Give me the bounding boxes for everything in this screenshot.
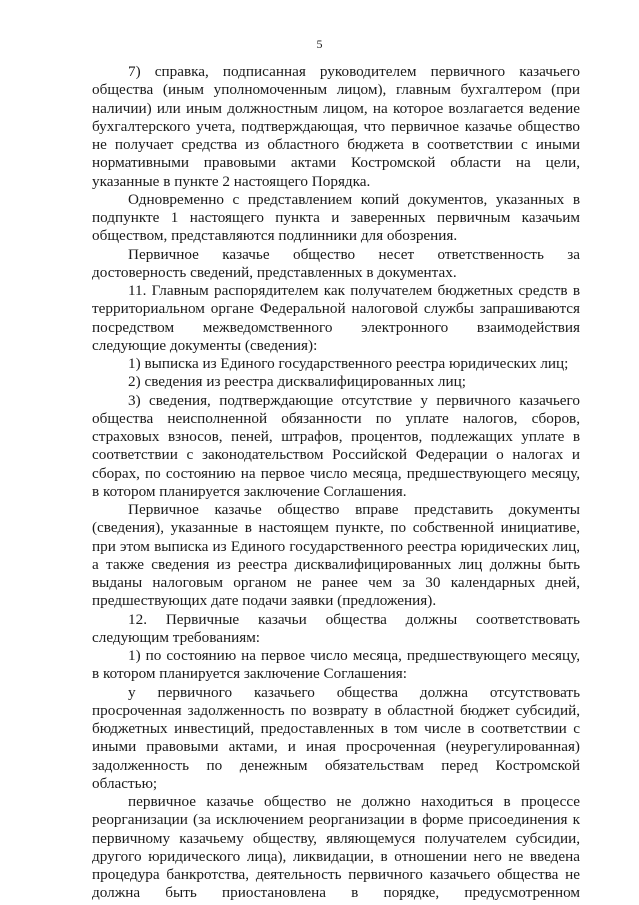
paragraph-responsibility: Первичное казачье общество несет ответственность за достоверность сведений, представленных в документах. <box>92 245 580 281</box>
paragraph-clause-11-item-2: 2) сведения из реестра дисквалифицированных лиц; <box>128 373 466 391</box>
paragraph-originals-presentation: Одновременно с представлением копий документов, указанных в подпункте 1 настоящего пункта и заверенных первичным казачьим обществом, представляются подлинники для обозрения. <box>92 190 580 245</box>
paragraph-clause-12-item-1: 1) по состоянию на первое число месяца, предшествующего месяцу, в котором планируется заключение Соглашения: <box>92 647 580 683</box>
document-body <box>92 63 580 903</box>
paragraph-clause-11: 11. Главным распорядителем как получателем бюджетных средств в территориальном органе Федеральной налоговой службы запрашиваются посредством межведомственного электронного взаимодействия следующие документы (сведения): <box>92 282 580 354</box>
paragraph-item-7-certificate: 7) справка, подписанная руководителем первичного казачьего общества (иным уполномоченным лицом), главным бухгалтером (при наличии) или иным должностным лицом, на которое возлагается ведение бухгалтерского учета, подтверждающая, что первичное казачье общество не получает средства из областного бюджета в соответствии с иными нормативными правовыми актами Костромской области на цели, указанные в пункте 2 настоящего Порядка. <box>92 63 580 190</box>
paragraph-own-initiative: Первичное казачье общество вправе представить документы (сведения), указанные в настоящем пункте, по собственной инициативе, при этом выписка из Единого государственного реестра юридических лиц, а также сведения из реестра дисквалифицированных лиц должны быть выданы налоговым органом не ранее чем за 30 календарных дней, предшествующих дате подачи заявки (предложения). <box>92 501 580 610</box>
paragraph-no-reorganization: первичное казачье общество не должно находиться в процессе реорганизации (за исключением реорганизации в форме присоединения к первичному казачьему обществу, являющемуся получателем субсидии, другого юридического лица), ликвидации, в отношении него не введена процедура банкротства, деятельность первичного казачьего общества не должна быть приостановлена в порядке, предусмотренном <box>92 793 580 902</box>
paragraph-no-overdue-debt: у первичного казачьего общества должна отсутствовать просроченная задолженность по возврату в областной бюджет субсидий, бюджетных инвестиций, предоставленных в том числе в соответствии с иными правовыми актами, и иная просроченная (неурегулированная) задолженность по денежным обязательствам перед Костромской областью; <box>92 683 580 792</box>
paragraph-clause-12: 12. Первичные казачьи общества должны соответствовать следующим требованиям: <box>92 610 580 646</box>
paragraph-clause-11-item-1: 1) выписка из Единого государственного реестра юридических лиц; <box>128 355 569 372</box>
page-number: 5 <box>316 37 323 51</box>
paragraph-clause-11-item-3: 3) сведения, подтверждающие отсутствие у первичного казачьего общества неисполненной обязанности по уплате налогов, сборов, страховых взносов, пеней, штрафов, процентов, подлежащих уплате в соответствии с законодательством Российской Федерации о налогах и сборах, по состоянию на первое число месяца, предшествующего месяцу, в котором планируется заключение Соглашения. <box>92 391 580 500</box>
